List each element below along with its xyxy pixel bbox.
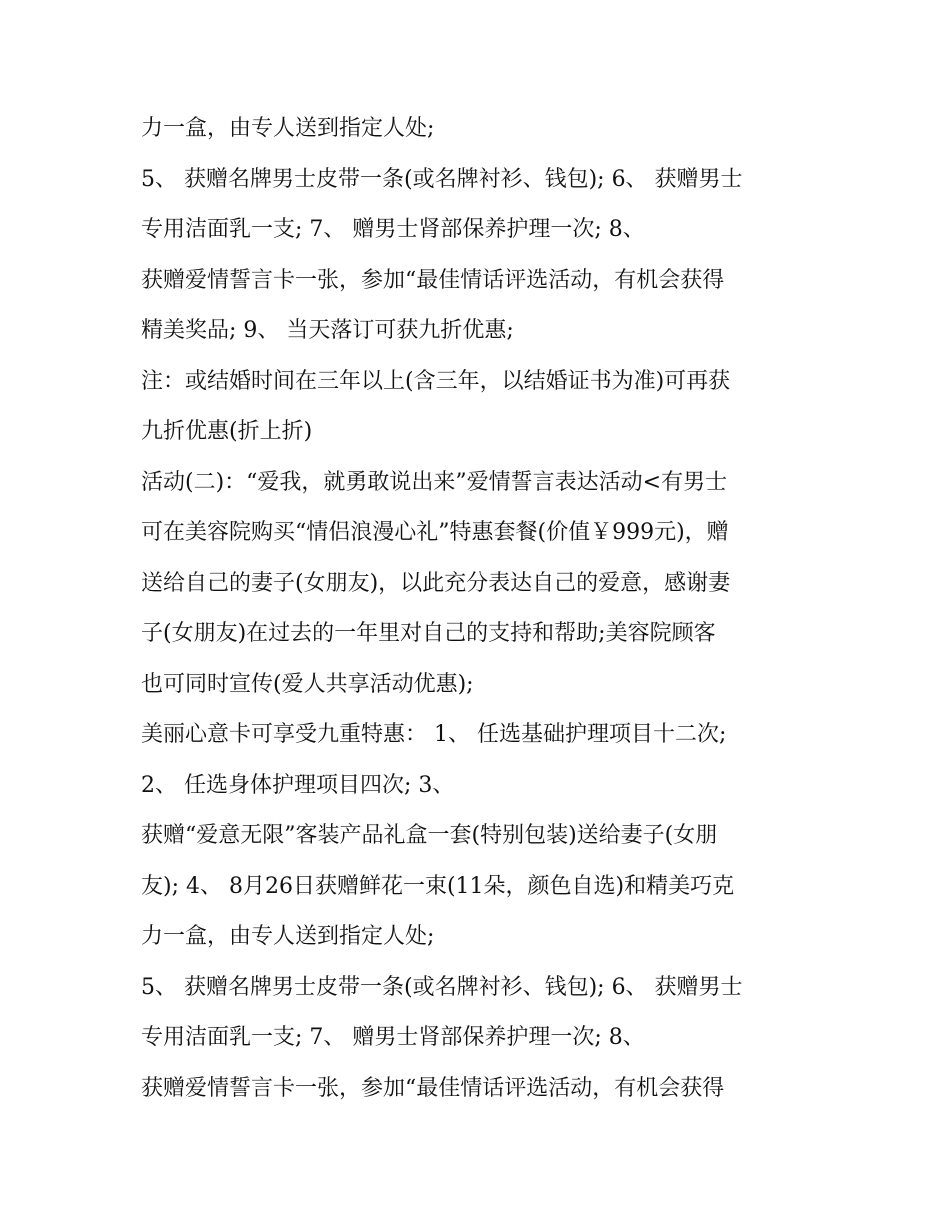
text-line: 获赠爱情誓言卡一张，参加“最佳情话评选活动，有机会获得 [141,267,725,293]
text-line: 也可同时宣传(爱人共享活动优惠); [141,671,474,697]
document-body [141,104,821,1114]
text-line: 友); 4、 8月26日获赠鲜花一束(11朵，颜色自选)和精美巧克 [141,873,735,899]
text-line: 活动(二)：“爱我，就勇敢说出来”爱情誓言表达活动<有男士 [141,469,728,495]
text-line: 获赠“爱意无限”客装产品礼盒一套(特别包装)送给妻子(女朋 [141,823,718,848]
text-line: 送给自己的妻子(女朋友)，以此充分表达自己的爱意，感谢妻 [141,570,731,596]
text-line: 专用洁面乳一支; 7、 赠男士肾部保养护理一次; 8、 [141,1025,645,1050]
text-line: 获赠爱情誓言卡一张，参加“最佳情话评选活动，有机会获得 [141,1075,725,1101]
text-line: 5、 获赠名牌男士皮带一条(或名牌衬衫、钱包); 6、 获赠男士 [141,974,743,1000]
text-line: 力一盒，由专人送到指定人处; [141,116,435,141]
text-line: 注：或结婚时间在三年以上(含三年，以结婚证书为准)可再获 [141,368,731,394]
text-line: 精美奖品; 9、 当天落订可获九折优惠; [141,318,514,343]
text-line: 可在美容院购买“情侣浪漫心礼”特惠套餐(价值￥999元)，赠 [141,520,729,545]
text-line: 美丽心意卡可享受九重特惠： 1、 任选基础护理项目十二次; [141,722,727,747]
text-line: 5、 获赠名牌男士皮带一条(或名牌衬衫、钱包); 6、 获赠男士 [141,166,743,192]
text-line: 2、 任选身体护理项目四次; 3、 [141,772,455,798]
text-line: 子(女朋友)在过去的一年里对自己的支持和帮助;美容院顾客 [141,621,716,646]
text-line: 力一盒，由专人送到指定人处; [141,924,435,949]
text-line: 专用洁面乳一支; 7、 赠男士肾部保养护理一次; 8、 [141,217,645,242]
text-line: 九折优惠(折上折) [141,419,313,444]
